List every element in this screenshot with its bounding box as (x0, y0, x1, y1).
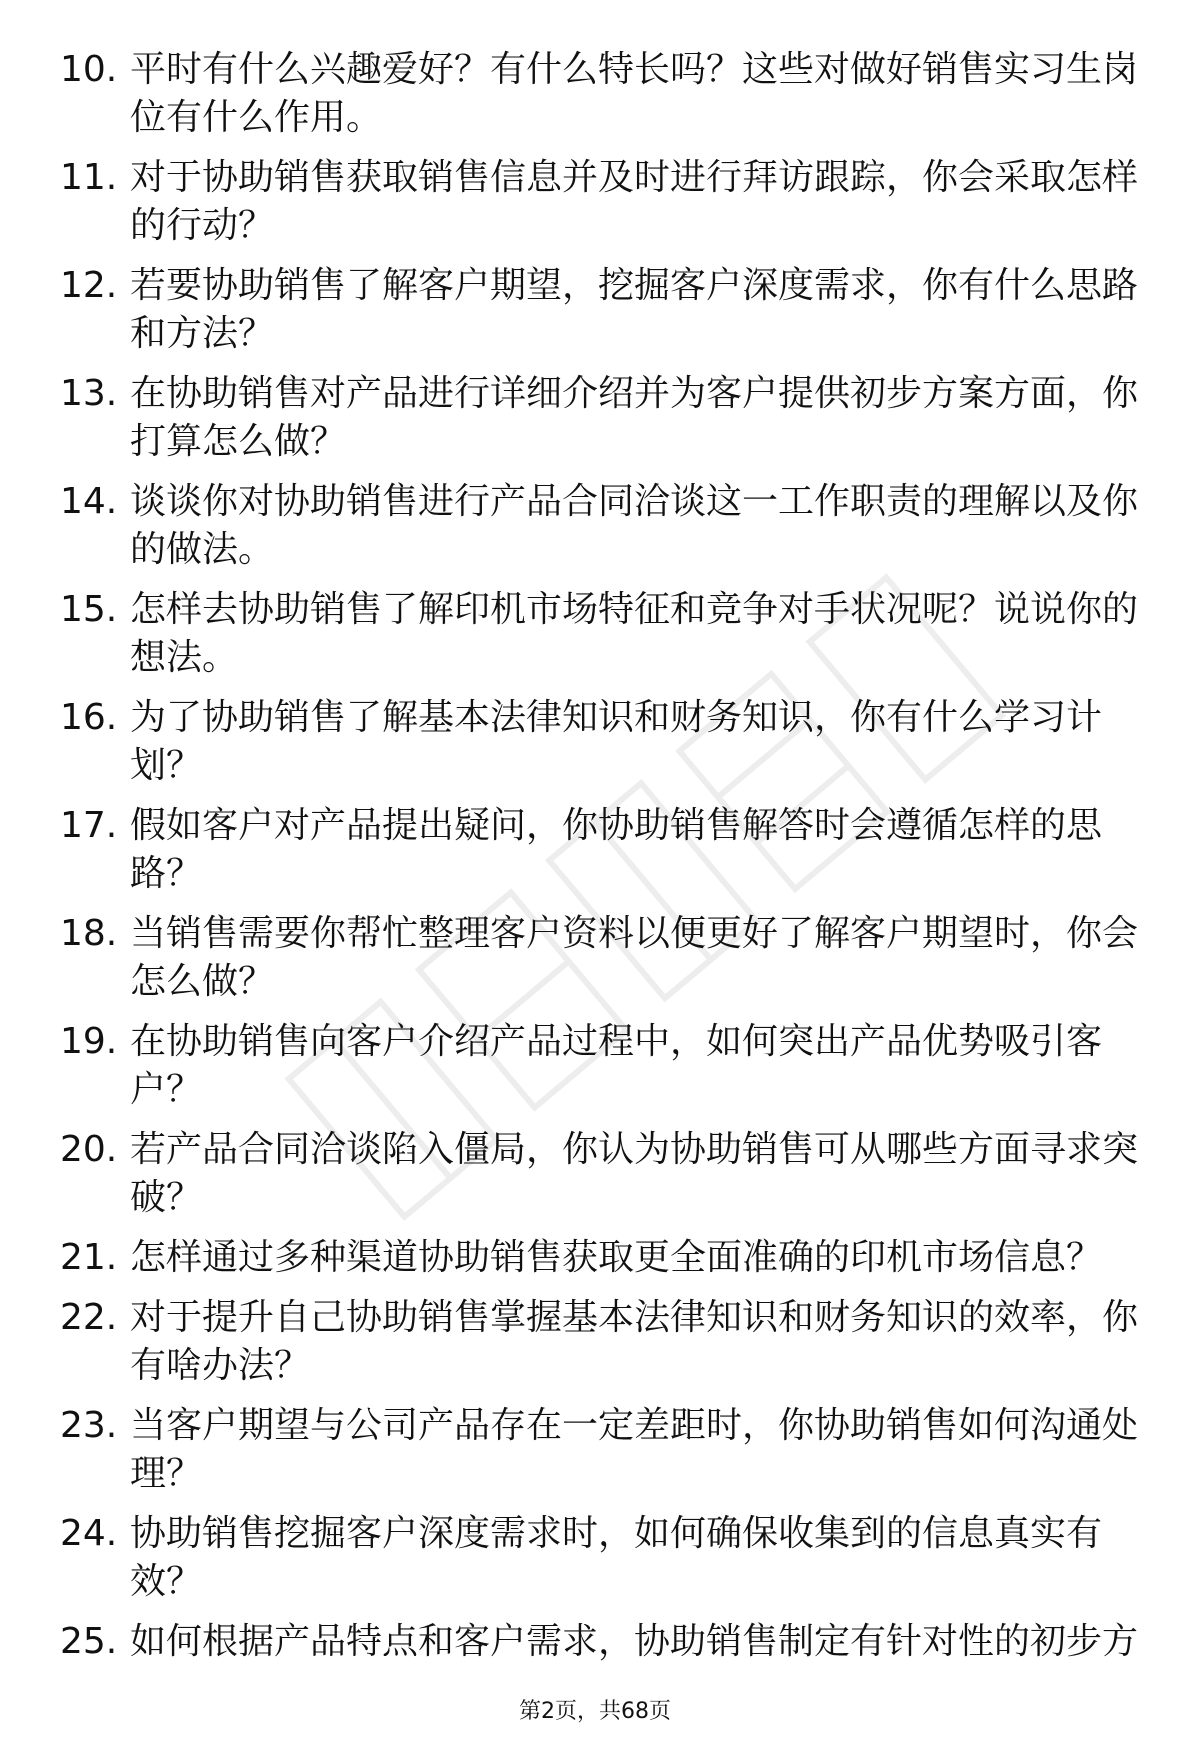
question-number: 19. (60, 1021, 118, 1062)
question-number: 14. (60, 481, 118, 522)
question-text: 如何根据产品特点和客户需求，协助销售制定有针对性的初步方 (130, 1621, 1139, 1662)
question-number: 23. (60, 1405, 118, 1446)
question-text: 怎样去协助销售了解印机市场特征和竞争对手状况呢？说说你的想法。 (130, 589, 1139, 678)
question-item (60, 154, 1140, 250)
question-item (60, 370, 1140, 466)
question-item (60, 586, 1140, 682)
question-text: 若要协助销售了解客户期望，挖掘客户深度需求，你有什么思路和方法？ (130, 265, 1139, 354)
question-item (60, 1618, 1140, 1666)
question-number: 25. (60, 1621, 118, 1662)
question-item (60, 1510, 1140, 1606)
question-text: 假如客户对产品提出疑问，你协助销售解答时会遵循怎样的思路？ (130, 805, 1103, 894)
question-text: 协助销售挖掘客户深度需求时，如何确保收集到的信息真实有效？ (130, 1513, 1103, 1602)
question-number: 13. (60, 373, 118, 414)
question-text: 若产品合同洽谈陷入僵局，你认为协助销售可从哪些方面寻求突破？ (130, 1129, 1139, 1218)
question-number: 20. (60, 1129, 118, 1170)
question-text: 当销售需要你帮忙整理客户资料以便更好了解客户期望时，你会怎么做？ (130, 913, 1139, 1002)
question-text: 对于协助销售获取销售信息并及时进行拜访跟踪，你会采取怎样的行动？ (130, 157, 1139, 246)
question-item (60, 1018, 1140, 1114)
question-text: 谈谈你对协助销售进行产品合同洽谈这一工作职责的理解以及你的做法。 (130, 481, 1139, 570)
question-number: 18. (60, 913, 118, 954)
question-number: 10. (60, 49, 118, 90)
question-item (60, 478, 1140, 574)
question-item (60, 1234, 1140, 1282)
question-item (60, 46, 1140, 142)
question-item (60, 1294, 1140, 1390)
question-item (60, 262, 1140, 358)
question-item (60, 694, 1140, 790)
question-number: 16. (60, 697, 118, 738)
question-number: 17. (60, 805, 118, 846)
question-number: 11. (60, 157, 118, 198)
question-text: 平时有什么兴趣爱好？有什么特长吗？这些对做好销售实习生岗位有什么作用。 (130, 49, 1139, 138)
question-number: 22. (60, 1297, 118, 1338)
question-item (60, 802, 1140, 898)
question-text: 怎样通过多种渠道协助销售获取更全面准确的印机市场信息？ (130, 1237, 1103, 1278)
question-text: 当客户期望与公司产品存在一定差距时，你协助销售如何沟通处理？ (130, 1405, 1139, 1494)
question-number: 15. (60, 589, 118, 630)
question-item (60, 1126, 1140, 1222)
question-item (60, 1402, 1140, 1498)
question-number: 12. (60, 265, 118, 306)
question-text: 在协助销售向客户介绍产品过程中，如何突出产品优势吸引客户？ (130, 1021, 1103, 1110)
question-number: 21. (60, 1237, 118, 1278)
page-indicator: 第2页，共68页 (519, 1699, 671, 1724)
question-list (60, 46, 1140, 1666)
question-text: 对于提升自己协助销售掌握基本法律知识和财务知识的效率，你有啥办法？ (130, 1297, 1139, 1386)
question-text: 在协助销售对产品进行详细介绍并为客户提供初步方案方面，你打算怎么做？ (130, 373, 1139, 462)
question-item (60, 910, 1140, 1006)
question-text: 为了协助销售了解基本法律知识和财务知识，你有什么学习计划？ (130, 697, 1103, 786)
question-number: 24. (60, 1513, 118, 1554)
